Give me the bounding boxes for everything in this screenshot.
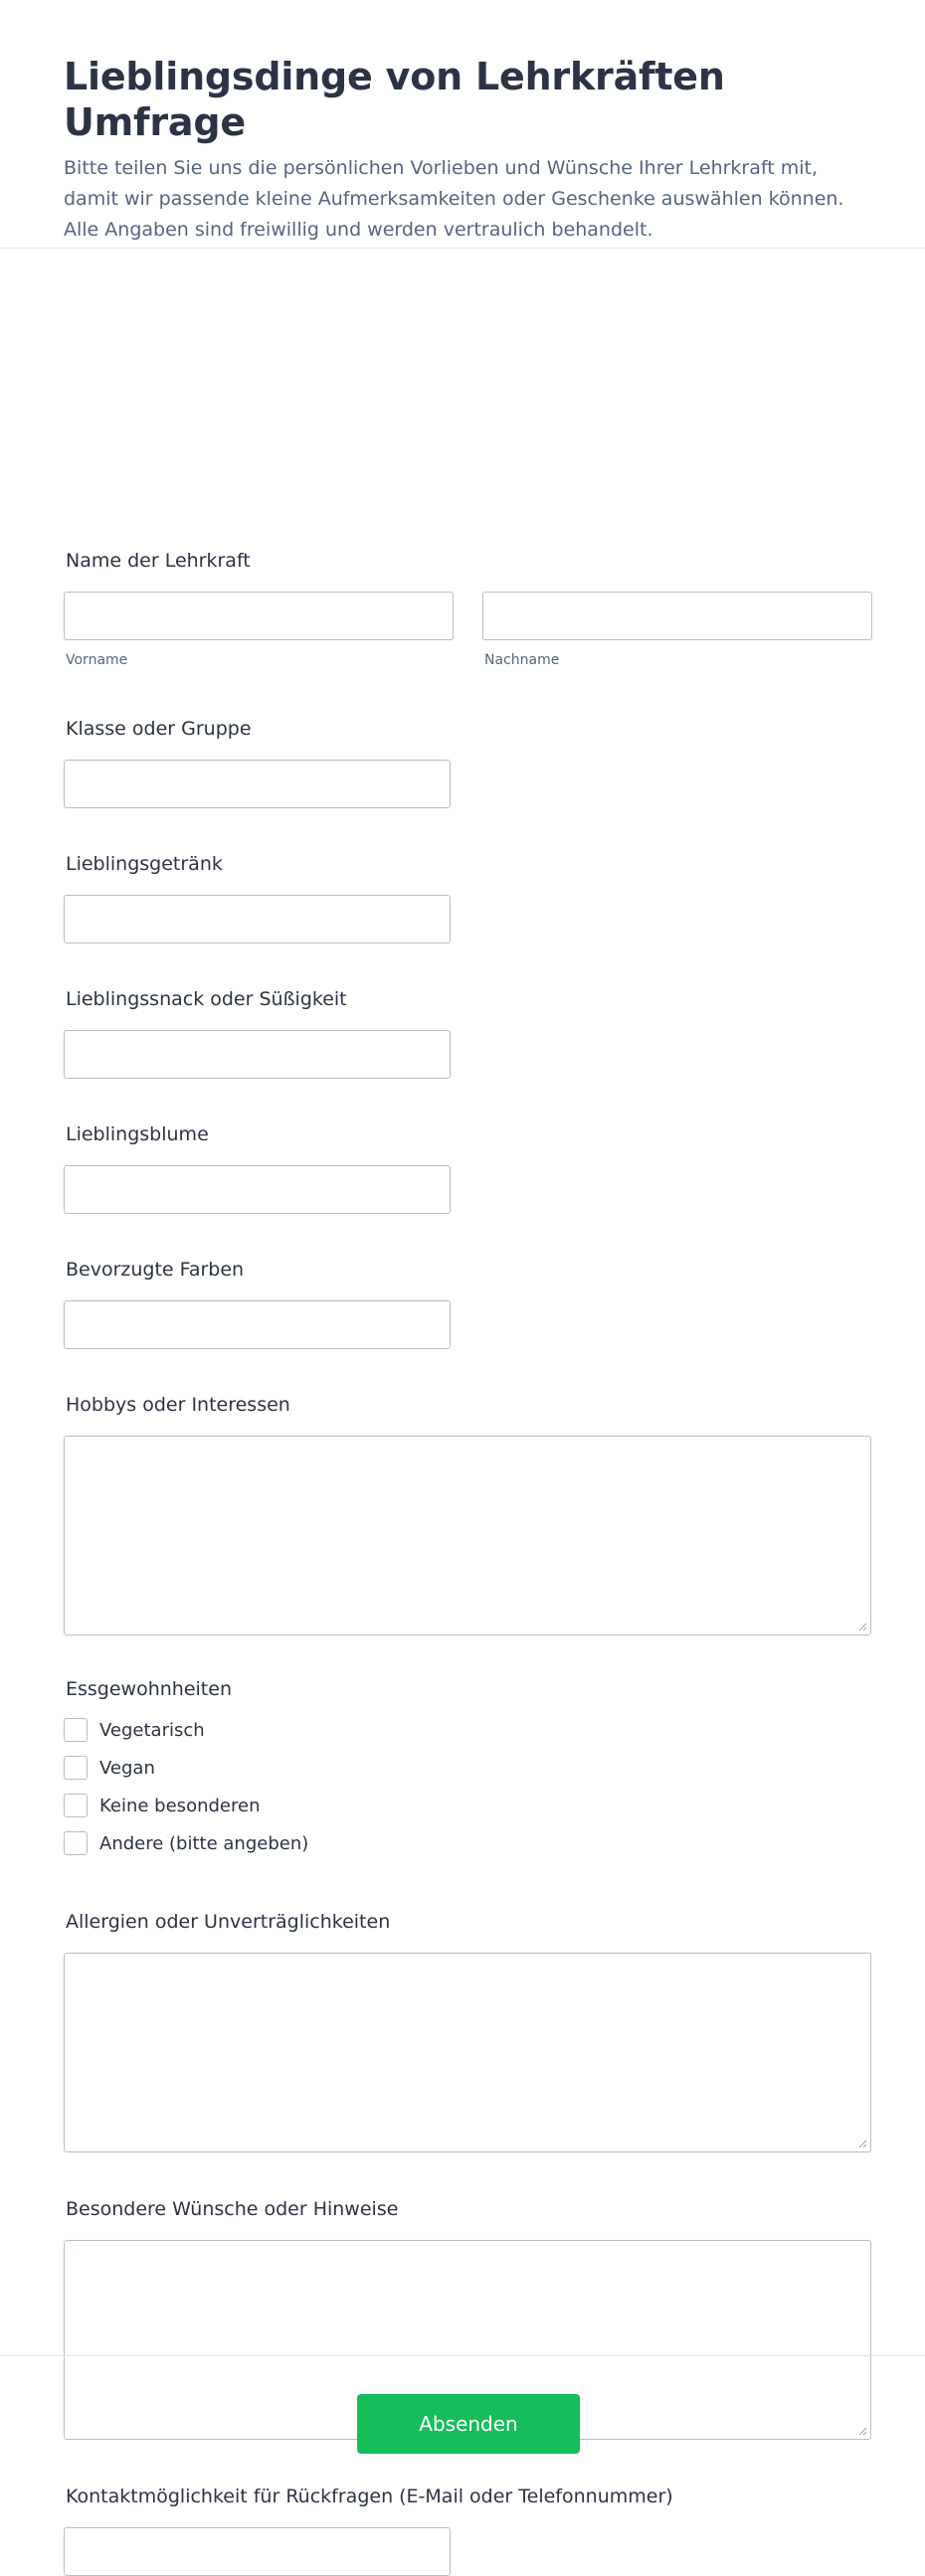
hobbies-label: Hobbys oder Interessen <box>66 1394 290 1416</box>
class-group-label: Klasse oder Gruppe <box>66 718 252 740</box>
checkbox-label: Keine besonderen <box>99 1795 261 1816</box>
resize-handle-icon[interactable] <box>857 1622 867 1631</box>
diet-option-none[interactable] <box>64 1787 308 1824</box>
snack-input[interactable] <box>64 1030 451 1079</box>
snack-field <box>64 987 451 1079</box>
hobbies-field <box>64 1393 871 1635</box>
flower-label: Lieblingsblume <box>66 1123 209 1145</box>
description-line: Bitte teilen Sie uns die persönlichen Vorlieben und Wünsche Ihrer Lehrkraft mit, <box>64 157 818 179</box>
form-description <box>64 153 861 246</box>
wishes-label: Besondere Wünsche oder Hinweise <box>66 2198 399 2220</box>
last-name-input[interactable] <box>482 592 872 640</box>
last-name-sublabel: Nachname <box>484 652 560 668</box>
diet-label: Essgewohnheiten <box>66 1678 232 1700</box>
form-header <box>0 0 925 249</box>
allergies-textarea[interactable] <box>64 1953 871 2152</box>
colors-label: Bevorzugte Farben <box>66 1259 245 1281</box>
drink-label: Lieblingsgetränk <box>66 853 223 875</box>
colors-input[interactable] <box>64 1300 451 1349</box>
form-title: Lieblingsdinge von Lehrkräften Umfrage <box>64 55 725 144</box>
resize-handle-icon[interactable] <box>857 2139 867 2148</box>
hobbies-textarea[interactable] <box>64 1436 871 1635</box>
checkbox[interactable] <box>64 1831 88 1855</box>
diet-field <box>64 1677 308 1862</box>
snack-label: Lieblingssnack oder Süßigkeit <box>66 988 347 1010</box>
flower-input[interactable] <box>64 1165 451 1214</box>
allergies-field <box>64 1910 871 2152</box>
checkbox-label: Andere (bitte angeben) <box>99 1832 309 1854</box>
first-name-input[interactable] <box>64 592 454 640</box>
checkbox[interactable] <box>64 1756 88 1780</box>
allergies-label: Allergien oder Unverträglichkeiten <box>66 1911 391 1933</box>
diet-option-vegan[interactable] <box>64 1749 308 1787</box>
colors-field <box>64 1258 451 1349</box>
drink-field <box>64 852 451 944</box>
teacher-name-field <box>64 549 872 668</box>
checkbox-label: Vegan <box>99 1757 155 1779</box>
class-group-field <box>64 717 451 808</box>
submit-button[interactable]: Absenden <box>357 2394 580 2454</box>
first-name-sublabel: Vorname <box>66 652 128 668</box>
diet-option-other[interactable] <box>64 1824 308 1862</box>
diet-option-vegetarian[interactable] <box>64 1711 308 1749</box>
contact-label: Kontaktmöglichkeit für Rückfragen (E-Mail oder Telefonnummer) <box>66 2486 673 2507</box>
checkbox[interactable] <box>64 1718 88 1742</box>
checkbox[interactable] <box>64 1794 88 1817</box>
checkbox-label: Vegetarisch <box>99 1719 205 1741</box>
flower-field <box>64 1122 451 1214</box>
class-group-input[interactable] <box>64 760 451 808</box>
drink-input[interactable] <box>64 895 451 944</box>
form-footer <box>0 2355 925 2500</box>
contact-input[interactable] <box>64 2527 451 2576</box>
description-line: damit wir passende kleine Aufmerksamkeiten oder Geschenke auswählen können. <box>64 188 844 210</box>
teacher-name-label: Name der Lehrkraft <box>66 550 251 572</box>
description-line: Alle Angaben sind freiwillig und werden vertraulich behandelt. <box>64 219 653 241</box>
